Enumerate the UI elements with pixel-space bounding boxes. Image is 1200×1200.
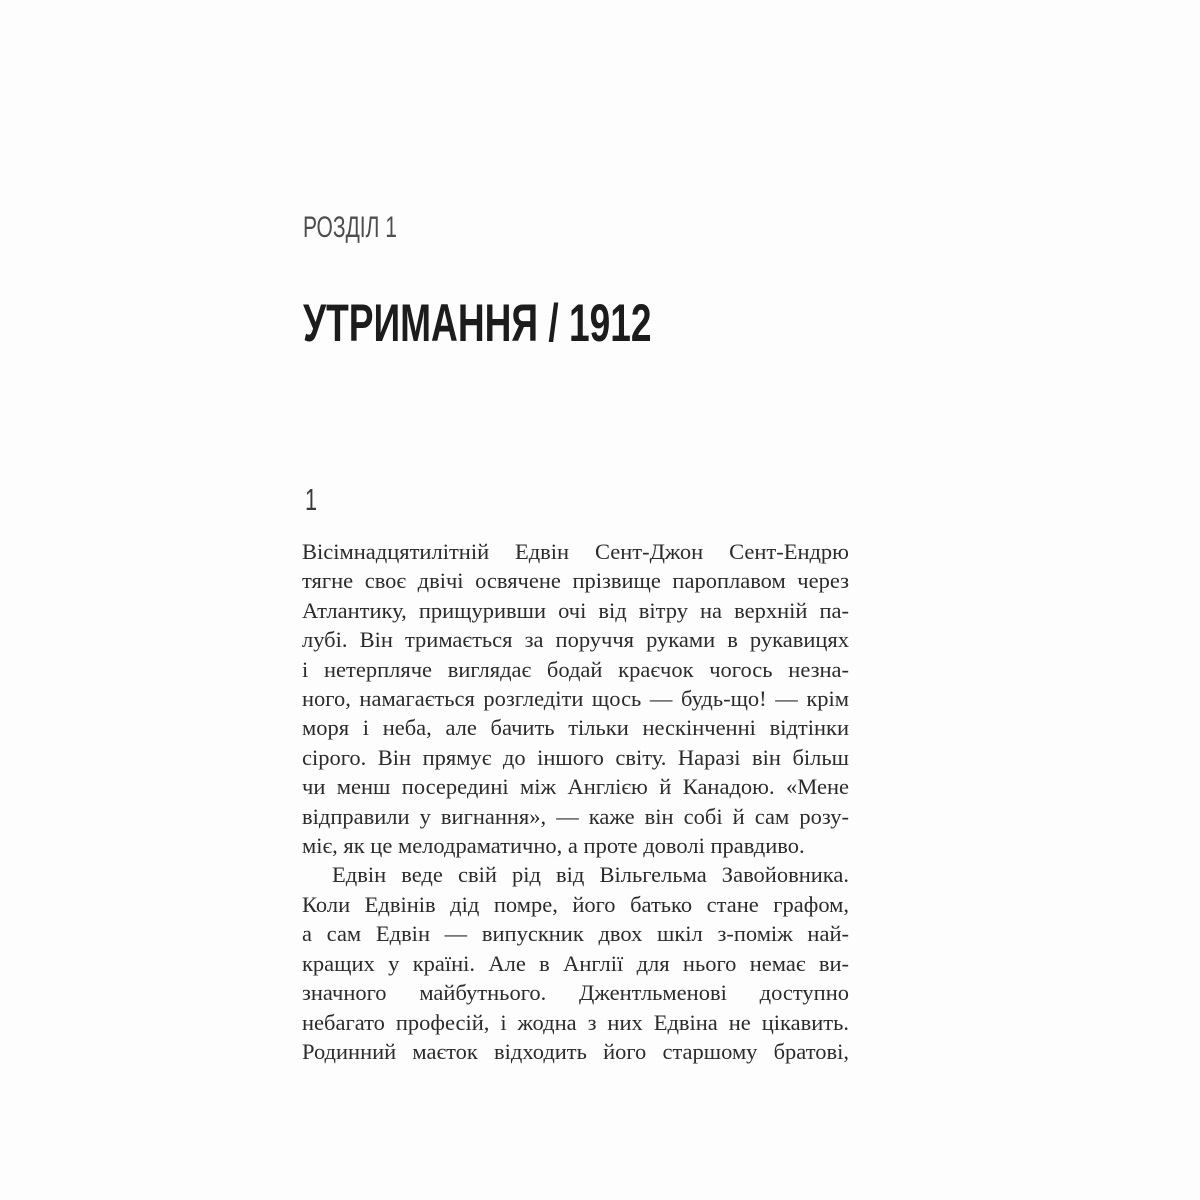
text-line: відправили у вигнання», — каже він собі й сам розу- — [302, 803, 849, 829]
section-number-text: 1 — [305, 482, 318, 517]
text-line: Атлантику, прищуривши очі від вітру на верхній па- — [302, 597, 849, 623]
text-line: лубі. Він тримається за поруччя руками в рукавицях — [302, 627, 849, 653]
text-line: Родинний маєток відходить його старшому братові, — [302, 1038, 849, 1064]
text-line: ного, намагається розгледіти щось — будь-що! — крім — [302, 686, 849, 712]
text-line: тягне своє двічі освячене прізвище пароплавом через — [302, 568, 849, 594]
text-line: Вісімнадцятилітній Едвін Сент-Джон Сент-Ендрю — [302, 539, 849, 564]
text-line: чи менш посередині між Англією й Канадою. «Мене — [302, 774, 849, 800]
text-line: кращих у країні. Але в Англії для нього немає ви- — [302, 950, 849, 976]
text-line: міє, як це мелодраматично, а проте доволі правдиво. — [302, 833, 805, 859]
text-line: Едвін веде свій рід від Вільгельма Завойовника. — [332, 862, 849, 888]
chapter-title — [303, 294, 801, 353]
text-line: сірого. Він прямує до іншого світу. Наразі він більш — [302, 744, 849, 770]
chapter-label — [303, 213, 437, 243]
paragraph — [302, 537, 849, 860]
text-line: небагато професій, і жодна з них Едвіна не цікавить. — [302, 1009, 849, 1035]
text-line: а сам Едвін — випускник двох шкіл з-поміж най- — [302, 921, 849, 947]
body-text — [302, 537, 849, 1066]
chapter-title-text: УТРИМАННЯ / 1912 — [303, 294, 652, 353]
paragraph — [302, 860, 849, 1066]
text-line: значного майбутнього. Джентльменові доступно — [302, 980, 849, 1006]
text-line: і нетерпляче виглядає бодай краєчок чогось незна- — [302, 656, 849, 682]
chapter-label-text: РОЗДІЛ 1 — [303, 211, 397, 244]
section-number — [305, 484, 322, 515]
text-line: моря і неба, але бачить тільки нескінченні відтінки — [302, 715, 849, 741]
text-line: Коли Едвінів дід помре, його батько стане графом, — [302, 891, 849, 917]
